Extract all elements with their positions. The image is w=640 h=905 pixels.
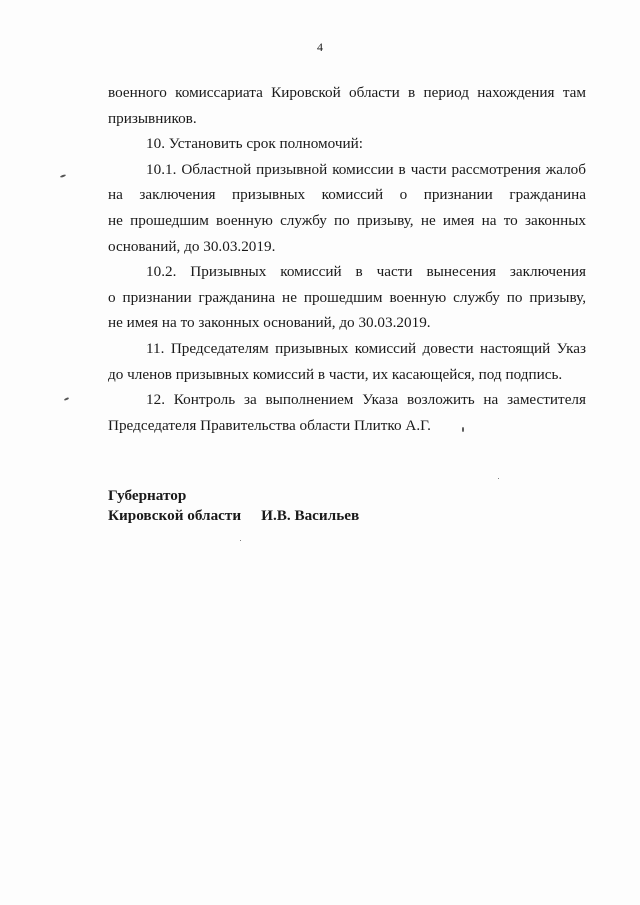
signature-title: Губернатор — [108, 487, 187, 504]
signature-row — [108, 506, 359, 526]
text-line: не прошедшим военную службу по призыву, не имея на то законных — [108, 211, 586, 229]
paragraph-10 — [108, 131, 586, 157]
text-line: на заключения призывных комиссий о признании гражданина — [108, 186, 586, 204]
signature-region: Кировской области — [108, 507, 242, 524]
text-line: не имея на то законных оснований, до 30.03.2019. — [108, 314, 431, 332]
text-line: до членов призывных комиссий в части, их касающейся, под подпись. — [108, 365, 563, 383]
paragraph-10-2 — [108, 259, 586, 336]
paragraph-11 — [108, 336, 586, 387]
scan-speck — [60, 174, 66, 178]
signature-name: И.В. Васильев — [261, 507, 360, 524]
text-line: 11. Председателям призывных комиссий довести настоящий Указ — [146, 339, 586, 357]
text-line: призывников. — [108, 109, 197, 127]
scan-speck — [462, 427, 464, 432]
scan-speck — [240, 540, 241, 541]
scan-speck — [64, 397, 69, 401]
text-line: 10. Установить срок полномочий: — [146, 135, 363, 153]
text-line: 12. Контроль за выполнением Указа возложить на заместителя — [146, 391, 586, 409]
text-line: Председателя Правительства области Плитко А.Г. — [108, 416, 431, 434]
paragraph-12 — [108, 387, 586, 438]
text-line: 10.2. Призывных комиссий в части вынесения заключения — [146, 263, 586, 281]
signature-block — [108, 486, 359, 526]
text-line: 10.1. Областной призывной комиссии в части рассмотрения жалоб — [146, 160, 586, 178]
paragraph-10-1 — [108, 157, 586, 259]
text-line: о признании гражданина не прошедшим военную службу по призыву, — [108, 288, 586, 306]
text-line: оснований, до 30.03.2019. — [108, 237, 276, 255]
document-body — [108, 80, 586, 438]
paragraph-continuation — [108, 80, 586, 131]
text-line: военного комиссариата Кировской области в период нахождения там — [108, 84, 586, 101]
scan-speck — [498, 478, 499, 479]
page-number: 4 — [317, 40, 323, 54]
